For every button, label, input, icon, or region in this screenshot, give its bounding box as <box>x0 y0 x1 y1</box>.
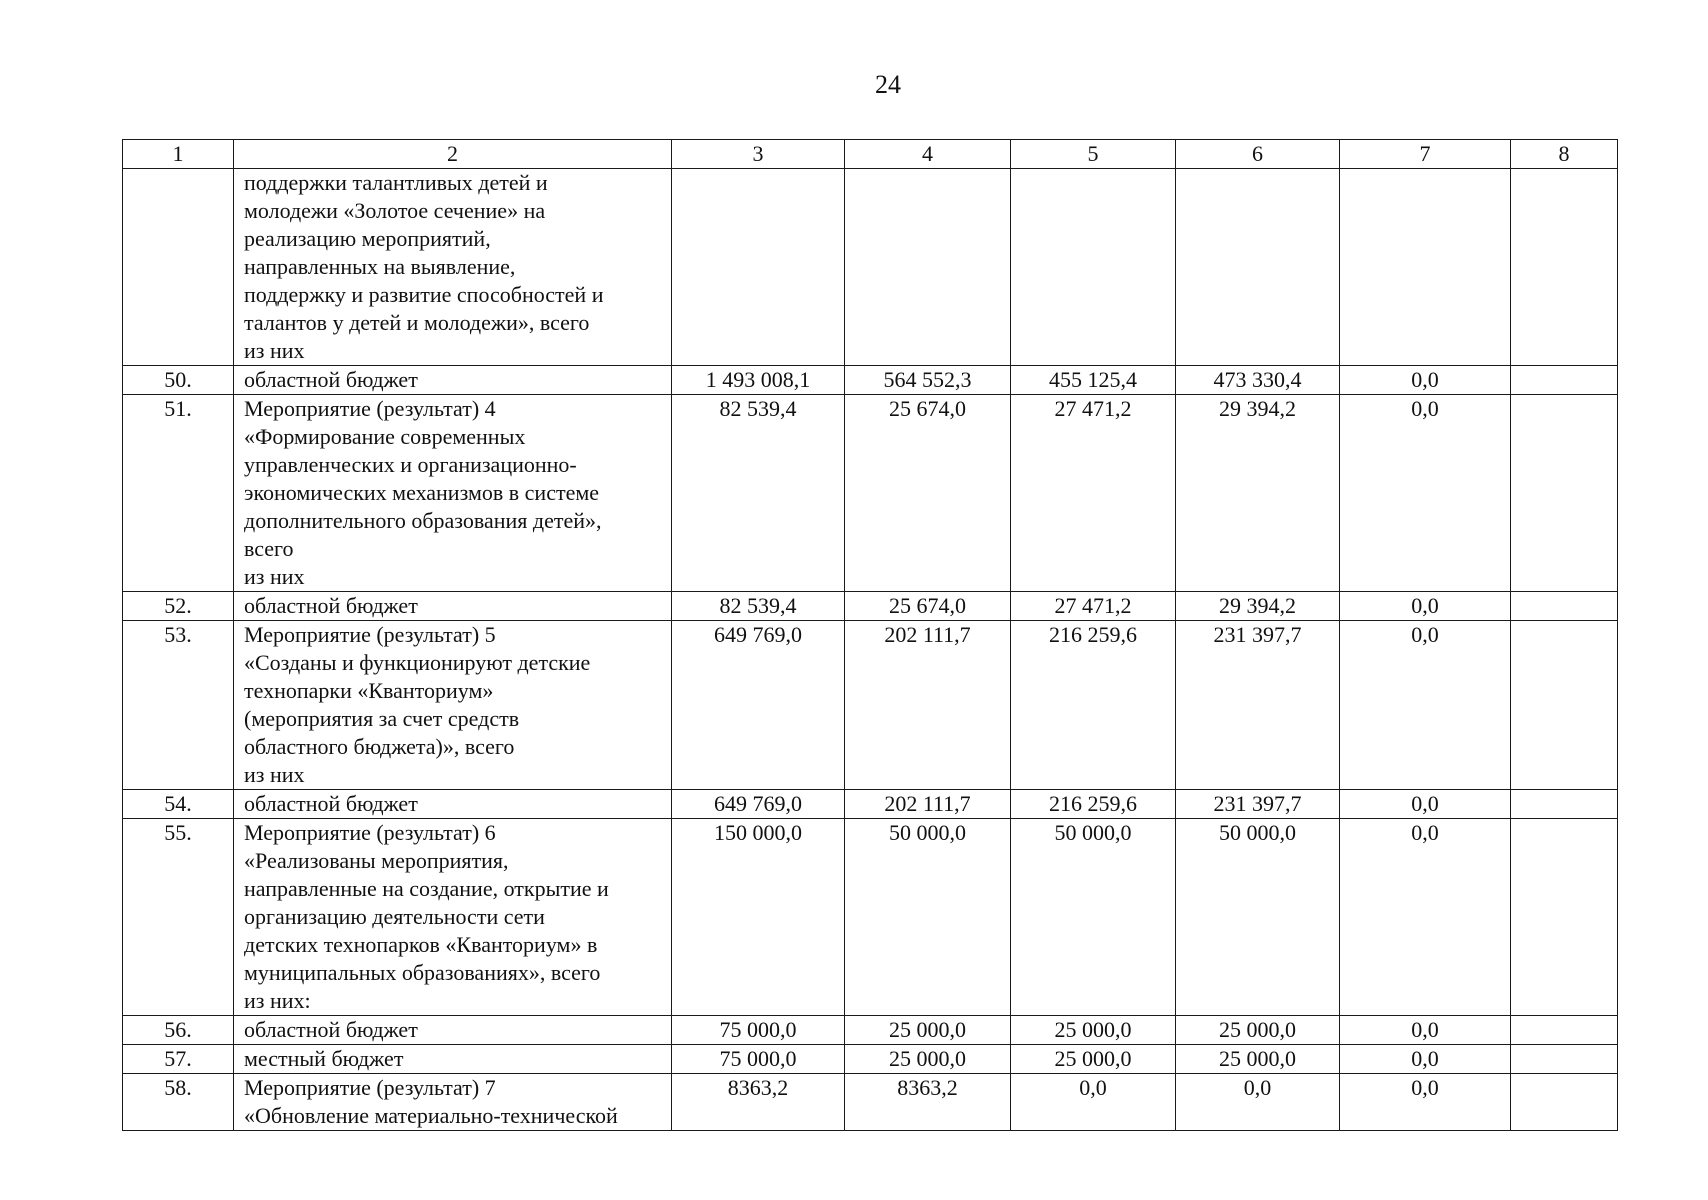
value-col-7: 0,0 <box>1340 366 1511 395</box>
value-col-3: 82 539,4 <box>672 395 845 592</box>
value-col-7: 0,0 <box>1340 1074 1511 1131</box>
value-col-3 <box>672 169 845 366</box>
value-col-3: 150 000,0 <box>672 819 845 1016</box>
value-col-3: 649 769,0 <box>672 790 845 819</box>
table-body <box>123 169 1618 1131</box>
table-row <box>123 621 1618 790</box>
row-number: 54. <box>123 790 234 819</box>
value-col-3: 8363,2 <box>672 1074 845 1131</box>
value-col-8 <box>1511 621 1618 790</box>
table-row <box>123 819 1618 1016</box>
value-col-6: 0,0 <box>1176 1074 1340 1131</box>
value-col-6: 473 330,4 <box>1176 366 1340 395</box>
value-col-8 <box>1511 1074 1618 1131</box>
value-col-6: 25 000,0 <box>1176 1045 1340 1074</box>
value-col-6: 29 394,2 <box>1176 395 1340 592</box>
table-row <box>123 395 1618 592</box>
row-number: 52. <box>123 592 234 621</box>
column-header-6: 6 <box>1176 140 1340 169</box>
value-col-8 <box>1511 395 1618 592</box>
value-col-8 <box>1511 819 1618 1016</box>
table-row <box>123 1074 1618 1131</box>
row-number: 50. <box>123 366 234 395</box>
row-number: 58. <box>123 1074 234 1131</box>
column-header-8: 8 <box>1511 140 1618 169</box>
value-col-4: 564 552,3 <box>845 366 1011 395</box>
value-col-7: 0,0 <box>1340 395 1511 592</box>
page-number: 24 <box>875 70 901 99</box>
row-description: Мероприятие (результат) 4 «Формирование современных управленческих и организационно- экономических механизмов в системе дополнительного образования детей», всего из них <box>234 395 672 592</box>
value-col-6 <box>1176 169 1340 366</box>
value-col-8 <box>1511 169 1618 366</box>
row-description: Мероприятие (результат) 6 «Реализованы мероприятия, направленные на создание, открытие и организацию деятельности сети детских технопарков «Кванториум» в муниципальных образованиях», всего из них: <box>234 819 672 1016</box>
value-col-3: 75 000,0 <box>672 1016 845 1045</box>
table-row <box>123 592 1618 621</box>
value-col-5: 216 259,6 <box>1011 790 1176 819</box>
value-col-7: 0,0 <box>1340 592 1511 621</box>
row-number: 55. <box>123 819 234 1016</box>
value-col-7 <box>1340 169 1511 366</box>
value-col-8 <box>1511 1016 1618 1045</box>
value-col-7: 0,0 <box>1340 1016 1511 1045</box>
row-number: 51. <box>123 395 234 592</box>
row-description: Мероприятие (результат) 7 «Обновление материально-технической <box>234 1074 672 1131</box>
value-col-6: 25 000,0 <box>1176 1016 1340 1045</box>
value-col-5: 50 000,0 <box>1011 819 1176 1016</box>
table-row <box>123 169 1618 366</box>
value-col-4: 25 674,0 <box>845 592 1011 621</box>
value-col-6: 50 000,0 <box>1176 819 1340 1016</box>
value-col-6: 29 394,2 <box>1176 592 1340 621</box>
row-description: областной бюджет <box>234 790 672 819</box>
row-number <box>123 169 234 366</box>
budget-table <box>122 139 1618 1131</box>
column-header-3: 3 <box>672 140 845 169</box>
value-col-4: 25 000,0 <box>845 1016 1011 1045</box>
value-col-6: 231 397,7 <box>1176 621 1340 790</box>
value-col-4: 50 000,0 <box>845 819 1011 1016</box>
header-row <box>123 140 1618 169</box>
column-header-7: 7 <box>1340 140 1511 169</box>
value-col-4: 8363,2 <box>845 1074 1011 1131</box>
row-number: 57. <box>123 1045 234 1074</box>
value-col-6: 231 397,7 <box>1176 790 1340 819</box>
value-col-3: 1 493 008,1 <box>672 366 845 395</box>
value-col-4: 25 674,0 <box>845 395 1011 592</box>
value-col-8 <box>1511 790 1618 819</box>
value-col-5: 25 000,0 <box>1011 1016 1176 1045</box>
value-col-5: 27 471,2 <box>1011 592 1176 621</box>
value-col-7: 0,0 <box>1340 621 1511 790</box>
value-col-5: 455 125,4 <box>1011 366 1176 395</box>
column-header-4: 4 <box>845 140 1011 169</box>
value-col-7: 0,0 <box>1340 819 1511 1016</box>
value-col-8 <box>1511 366 1618 395</box>
value-col-5: 0,0 <box>1011 1074 1176 1131</box>
column-header-5: 5 <box>1011 140 1176 169</box>
value-col-5 <box>1011 169 1176 366</box>
value-col-4: 25 000,0 <box>845 1045 1011 1074</box>
value-col-3: 75 000,0 <box>672 1045 845 1074</box>
value-col-8 <box>1511 1045 1618 1074</box>
row-description: поддержки талантливых детей и молодежи «Золотое сечение» на реализацию мероприятий, направленных на выявление, поддержку и развитие способностей и талантов у детей и молодежи», всего из них <box>234 169 672 366</box>
row-number: 53. <box>123 621 234 790</box>
value-col-7: 0,0 <box>1340 1045 1511 1074</box>
value-col-7: 0,0 <box>1340 790 1511 819</box>
table-header <box>123 140 1618 169</box>
value-col-8 <box>1511 592 1618 621</box>
value-col-5: 216 259,6 <box>1011 621 1176 790</box>
value-col-5: 27 471,2 <box>1011 395 1176 592</box>
table-row <box>123 1045 1618 1074</box>
column-header-1: 1 <box>123 140 234 169</box>
value-col-3: 649 769,0 <box>672 621 845 790</box>
table-row <box>123 366 1618 395</box>
row-number: 56. <box>123 1016 234 1045</box>
value-col-3: 82 539,4 <box>672 592 845 621</box>
value-col-4 <box>845 169 1011 366</box>
row-description: областной бюджет <box>234 1016 672 1045</box>
row-description: областной бюджет <box>234 366 672 395</box>
row-description: областной бюджет <box>234 592 672 621</box>
column-header-2: 2 <box>234 140 672 169</box>
row-description: местный бюджет <box>234 1045 672 1074</box>
value-col-4: 202 111,7 <box>845 790 1011 819</box>
row-description: Мероприятие (результат) 5 «Созданы и функционируют детские технопарки «Кванториум» (мероприятия за счет средств областного бюджета)», всего из них <box>234 621 672 790</box>
value-col-4: 202 111,7 <box>845 621 1011 790</box>
table-row <box>123 1016 1618 1045</box>
value-col-5: 25 000,0 <box>1011 1045 1176 1074</box>
table-row <box>123 790 1618 819</box>
